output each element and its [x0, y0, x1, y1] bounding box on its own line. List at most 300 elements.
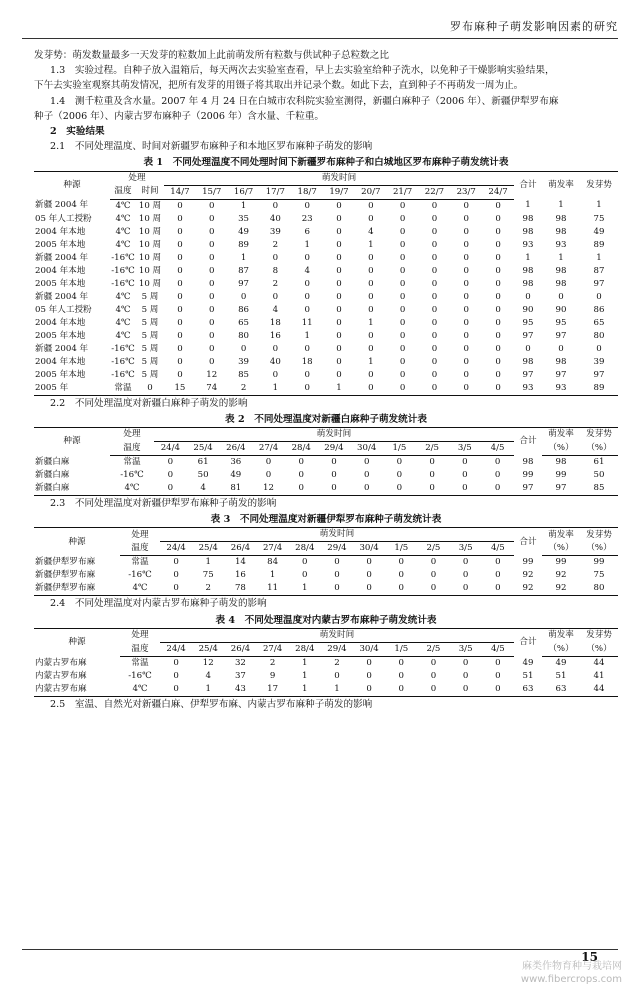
source-cell: 新疆 2004 年	[35, 291, 89, 302]
total-cell: 93	[522, 239, 534, 250]
count-cell: 0	[494, 483, 501, 494]
count-cell: 1	[302, 583, 308, 594]
count-cell: 0	[494, 470, 501, 481]
count-cell: 1	[304, 330, 310, 341]
vigor-cell: 80	[593, 330, 605, 341]
time-cell: 5 周	[141, 330, 159, 341]
count-cell: 81	[230, 483, 242, 494]
count-cell: 1	[240, 200, 247, 211]
count-cell: 18	[269, 317, 281, 328]
t2-date: 29/4	[318, 442, 351, 456]
count-cell: 0	[462, 583, 469, 594]
vigor-cell: 89	[593, 382, 605, 393]
count-cell: 0	[173, 557, 179, 568]
count-cell: 0	[399, 252, 406, 263]
count-cell: 0	[173, 683, 179, 694]
t3-date: 26/4	[224, 542, 256, 556]
rate-cell: 99	[555, 470, 567, 481]
t3-date: 24/4	[160, 542, 192, 556]
count-cell: 50	[197, 470, 209, 481]
count-cell: 0	[430, 570, 437, 581]
table-row	[34, 582, 618, 596]
count-cell: 0	[495, 356, 501, 367]
temp-cell: 4℃	[132, 683, 148, 694]
count-cell: 18	[301, 356, 313, 367]
count-cell: 0	[495, 657, 501, 668]
count-cell: 0	[495, 226, 501, 237]
total-cell: 51	[522, 670, 534, 681]
t4-header-temp: 温度	[120, 642, 160, 656]
count-cell: 0	[331, 470, 337, 481]
t3-date: 29/4	[321, 542, 353, 556]
count-cell: 0	[336, 356, 342, 367]
count-cell: 0	[463, 382, 469, 393]
count-cell: 0	[495, 252, 501, 263]
count-cell: 0	[209, 291, 215, 302]
count-cell: 0	[398, 570, 405, 581]
table-row	[34, 291, 618, 304]
time-cell: 10 周	[138, 213, 162, 224]
count-cell: 0	[209, 265, 215, 276]
count-cell: 0	[209, 317, 215, 328]
count-cell: 0	[240, 343, 247, 354]
count-cell: 0	[334, 557, 340, 568]
rate-cell: 90	[555, 304, 567, 315]
count-cell: 0	[240, 291, 247, 302]
count-cell: 0	[272, 200, 279, 211]
t2-header-treatment: 处理	[123, 429, 141, 440]
section-1-3-line-1: 1.3 实验过程。自种子放入温箱后，每天两次去实验室查看，早上去实验室给种子洗水，以免种子干燥影响实验结果，	[50, 65, 555, 77]
count-cell: 0	[431, 213, 438, 224]
t1-date: 17/7	[259, 185, 291, 199]
count-cell: 0	[368, 213, 374, 224]
count-cell: 0	[463, 213, 469, 224]
count-cell: 0	[431, 239, 438, 250]
count-cell: 0	[304, 200, 310, 211]
page-number: 15	[581, 950, 598, 964]
vigor-cell: 44	[593, 657, 605, 668]
t2-date: 25/4	[187, 442, 220, 456]
count-cell: 0	[399, 278, 406, 289]
t3-header-source: 种源	[68, 536, 86, 547]
count-cell: 0	[304, 382, 310, 393]
count-cell: 1	[304, 239, 310, 250]
count-cell: 0	[336, 291, 342, 302]
count-cell: 75	[202, 570, 214, 581]
count-cell: 0	[366, 657, 372, 668]
source-cell: 2005 年本地	[35, 369, 86, 380]
count-cell: 0	[209, 330, 215, 341]
table-row	[34, 656, 618, 670]
table-row	[34, 199, 618, 213]
time-cell: 5 周	[141, 317, 159, 328]
count-cell: 16	[269, 330, 281, 341]
t4-date: 3/5	[450, 642, 482, 656]
time-cell: 10 周	[138, 252, 162, 263]
watermark-line-2: www.fibercrops.com	[520, 974, 622, 985]
site-watermark	[521, 960, 622, 986]
rate-cell: 51	[555, 670, 567, 681]
t3-header-temp: 温度	[120, 542, 160, 556]
temp-cell: 4℃	[115, 330, 131, 341]
definition-paragraph: 发芽势：萌发数量最多一天发芽的粒数加上此前萌发所有粒数与供试种子总粒数之比	[34, 50, 389, 61]
count-cell: 0	[463, 239, 469, 250]
count-cell: 0	[366, 583, 372, 594]
vigor-cell: 1	[596, 200, 602, 211]
count-cell: 0	[336, 304, 342, 315]
t3-date: 30/4	[353, 542, 385, 556]
count-cell: 74	[206, 382, 218, 393]
t1-date: 21/7	[387, 185, 419, 199]
rate-cell: 98	[555, 457, 567, 468]
count-cell: 1	[302, 657, 308, 668]
vigor-cell: 50	[593, 470, 605, 481]
count-cell: 86	[238, 304, 250, 315]
temp-cell: 常温	[131, 557, 149, 568]
count-cell: 0	[399, 317, 406, 328]
source-cell: 新疆伊犁罗布麻	[35, 583, 96, 594]
table-4-caption: 表 4 不同处理温度对内蒙古罗布麻种子萌发统计表	[215, 614, 437, 626]
count-cell: 0	[368, 291, 374, 302]
count-cell: 0	[209, 343, 215, 354]
t3-date: 3/5	[450, 542, 482, 556]
count-cell: 0	[363, 470, 370, 481]
total-cell: 49	[522, 657, 534, 668]
source-cell: 2005 年	[35, 382, 69, 393]
rate-cell: 97	[555, 330, 567, 341]
count-cell: 0	[298, 470, 304, 481]
count-cell: 12	[263, 483, 274, 494]
count-cell: 0	[336, 252, 342, 263]
t2-date: 2/5	[416, 442, 449, 456]
count-cell: 1	[334, 683, 340, 694]
count-cell: 4	[200, 483, 206, 494]
table-row	[34, 317, 618, 330]
count-cell: 0	[334, 570, 340, 581]
temp-cell: -16℃	[111, 369, 135, 380]
watermark-line-1: 麻类作物育种与栽培网	[522, 961, 622, 972]
t4-date: 1/5	[385, 642, 417, 656]
t1-date: 22/7	[419, 185, 451, 199]
count-cell: 80	[238, 330, 250, 341]
count-cell: 0	[430, 583, 437, 594]
vigor-cell: 0	[596, 343, 602, 354]
t2-date: 1/5	[383, 442, 416, 456]
count-cell: 61	[197, 457, 209, 468]
source-cell: 2004 年本地	[35, 226, 86, 237]
count-cell: 0	[495, 570, 501, 581]
time-cell: 5 周	[141, 291, 159, 302]
count-cell: 0	[209, 226, 215, 237]
t4-date: 24/4	[160, 642, 192, 656]
t4-body	[34, 656, 618, 696]
count-cell: 0	[463, 278, 469, 289]
table-row	[34, 382, 618, 396]
time-cell: 10 周	[138, 226, 162, 237]
count-cell: 0	[177, 356, 183, 367]
count-cell: 0	[177, 369, 183, 380]
source-cell: 2005 年本地	[35, 278, 86, 289]
t1-date: 20/7	[355, 185, 387, 199]
total-cell: 99	[522, 470, 534, 481]
source-cell: 新疆 2004 年	[35, 252, 89, 263]
count-cell: 0	[495, 278, 501, 289]
t4-header-rate-unit: （%）	[542, 642, 580, 656]
total-cell: 1	[525, 252, 531, 263]
t2-date: 30/4	[350, 442, 383, 456]
count-cell: 0	[177, 291, 183, 302]
section-1-4-line-2: 种子（2006 年）、内蒙古罗布麻种子（2006 年）含水量、千粒重。	[34, 110, 324, 122]
count-cell: 0	[495, 369, 501, 380]
vigor-cell: 85	[593, 483, 605, 494]
count-cell: 0	[265, 457, 272, 468]
count-cell: 0	[209, 200, 215, 211]
count-cell: 0	[463, 356, 469, 367]
count-cell: 0	[336, 226, 342, 237]
source-cell: 05 年人工授粉	[35, 304, 92, 315]
source-cell: 新疆 2004 年	[35, 200, 89, 211]
count-cell: 0	[304, 304, 310, 315]
count-cell: 2	[272, 239, 279, 250]
count-cell: 0	[366, 683, 372, 694]
count-cell: 0	[177, 330, 183, 341]
t4-date: 30/4	[353, 642, 385, 656]
count-cell: 9	[269, 670, 276, 681]
count-cell: 0	[302, 557, 308, 568]
temp-cell: 常温	[114, 382, 132, 393]
t3-header-total: 合计	[519, 536, 537, 547]
rate-cell: 1	[558, 252, 564, 263]
count-cell: 43	[234, 683, 246, 694]
section-1-3-line-2: 下午去实验室观察其萌发情况，把所有发芽的用镊子将其取出并记录个数。如此下去，直到种子不再萌发一周为止。	[34, 80, 524, 92]
t4-date: 4/5	[482, 642, 514, 656]
count-cell: 0	[495, 670, 501, 681]
t2-date: 4/5	[481, 442, 514, 456]
count-cell: 2	[269, 657, 276, 668]
count-cell: 2	[240, 382, 247, 393]
vigor-cell: 61	[593, 457, 605, 468]
count-cell: 0	[430, 657, 437, 668]
table-row	[34, 369, 618, 382]
count-cell: 0	[430, 670, 437, 681]
count-cell: 0	[463, 304, 469, 315]
temp-cell: 4℃	[115, 226, 131, 237]
temp-cell: -16℃	[128, 670, 152, 681]
count-cell: 0	[463, 226, 469, 237]
rate-cell: 0	[558, 343, 564, 354]
t3-date: 4/5	[482, 542, 514, 556]
count-cell: 14	[234, 557, 246, 568]
count-cell: 0	[336, 239, 342, 250]
section-2-1-heading: 2.1 不同处理温度、时间对新疆罗布麻种子和本地区罗布麻种子萌发的影响	[50, 141, 373, 153]
t3-header-rate-unit: （%）	[542, 542, 580, 556]
total-cell: 92	[522, 570, 534, 581]
vigor-cell: 0	[596, 291, 602, 302]
time-cell: 10 周	[138, 239, 162, 250]
count-cell: 0	[298, 457, 304, 468]
count-cell: 0	[265, 470, 272, 481]
t4-date: 25/4	[192, 642, 224, 656]
count-cell: 1	[272, 382, 279, 393]
count-cell: 0	[336, 200, 342, 211]
count-cell: 39	[269, 226, 281, 237]
count-cell: 0	[462, 483, 468, 494]
table-row	[34, 330, 618, 343]
t4-header-rate: 萌发率	[548, 630, 574, 641]
temp-cell: -16℃	[111, 252, 135, 263]
count-cell: 0	[462, 683, 469, 694]
time-cell: 0	[147, 382, 153, 393]
table-row	[34, 569, 618, 582]
section-2-3-heading: 2.3 不同处理温度对新疆伊犁罗布麻种子萌发的影响	[50, 498, 277, 510]
rate-cell: 49	[555, 657, 567, 668]
temp-cell: 4℃	[115, 317, 131, 328]
count-cell: 0	[431, 291, 438, 302]
count-cell: 0	[304, 278, 310, 289]
source-cell: 新疆 2004 年	[35, 343, 89, 354]
count-cell: 0	[272, 252, 279, 263]
count-cell: 4	[205, 670, 211, 681]
count-cell: 0	[368, 330, 374, 341]
count-cell: 0	[396, 457, 403, 468]
count-cell: 16	[234, 570, 246, 581]
count-cell: 0	[431, 317, 438, 328]
count-cell: 0	[399, 369, 406, 380]
t2-date: 24/4	[154, 442, 187, 456]
total-cell: 97	[522, 330, 534, 341]
section-2-4-heading: 2.4 不同处理温度对内蒙古罗布麻种子萌发的影响	[50, 598, 267, 610]
rate-cell: 98	[555, 265, 567, 276]
temp-cell: 4℃	[115, 304, 131, 315]
vigor-cell: 89	[593, 239, 605, 250]
count-cell: 0	[336, 278, 342, 289]
rate-cell: 98	[555, 356, 567, 367]
count-cell: 0	[430, 557, 437, 568]
count-cell: 65	[238, 317, 250, 328]
count-cell: 0	[398, 557, 405, 568]
t3-header-rate: 萌发率	[548, 529, 574, 540]
count-cell: 39	[238, 356, 250, 367]
count-cell: 0	[494, 457, 501, 468]
count-cell: 0	[334, 670, 340, 681]
rate-cell: 93	[555, 382, 567, 393]
section-2-heading: 2 实验结果	[50, 126, 105, 138]
t1-date: 18/7	[291, 185, 323, 199]
table-row	[34, 456, 618, 470]
table-row	[34, 278, 618, 291]
count-cell: 0	[431, 382, 438, 393]
total-cell: 97	[522, 483, 534, 494]
temp-cell: 4℃	[115, 291, 131, 302]
count-cell: 0	[431, 265, 438, 276]
article-body	[34, 48, 618, 712]
count-cell: 0	[298, 483, 304, 494]
t3-header-treatment: 处理	[131, 529, 149, 540]
rate-cell: 95	[555, 317, 567, 328]
count-cell: 0	[431, 278, 438, 289]
count-cell: 0	[399, 304, 406, 315]
vigor-cell: 49	[593, 226, 605, 237]
count-cell: 0	[396, 483, 403, 494]
count-cell: 0	[495, 343, 501, 354]
count-cell: 36	[230, 457, 242, 468]
table-row	[34, 482, 618, 496]
count-cell: 0	[495, 304, 501, 315]
count-cell: 0	[173, 670, 179, 681]
total-cell: 98	[522, 456, 534, 467]
count-cell: 0	[368, 278, 374, 289]
t2-header-rate: 萌发率	[548, 429, 574, 440]
total-cell: 95	[522, 317, 534, 328]
count-cell: 0	[368, 304, 374, 315]
count-cell: 0	[167, 457, 174, 468]
count-cell: 84	[267, 557, 279, 568]
count-cell: 0	[272, 369, 279, 380]
count-cell: 0	[368, 369, 374, 380]
count-cell: 0	[368, 252, 374, 263]
t2-date: 3/5	[448, 442, 481, 456]
t1-header-treatment: 处理	[128, 172, 146, 183]
count-cell: 0	[173, 657, 179, 668]
count-cell: 1	[302, 683, 308, 694]
count-cell: 0	[366, 570, 372, 581]
rate-cell: 98	[555, 213, 567, 224]
t4-date: 29/4	[321, 642, 353, 656]
count-cell: 49	[238, 226, 250, 237]
rate-cell: 92	[555, 570, 567, 581]
t2-header-germ-time: 萌发时间	[154, 428, 514, 442]
count-cell: 0	[368, 343, 374, 354]
count-cell: 4	[304, 265, 310, 276]
t2-header-temp: 温度	[110, 442, 154, 456]
count-cell: 0	[463, 369, 469, 380]
rate-cell: 1	[558, 200, 564, 211]
t1-header-temp: 温度	[110, 185, 136, 199]
count-cell: 1	[368, 239, 374, 250]
count-cell: 4	[272, 304, 279, 315]
count-cell: 1	[205, 683, 211, 694]
t1-date: 24/7	[482, 185, 514, 199]
count-cell: 0	[331, 457, 337, 468]
count-cell: 0	[209, 252, 215, 263]
rate-cell: 98	[555, 278, 567, 289]
t2-header-rate-unit: （%）	[542, 442, 580, 456]
total-cell: 97	[522, 369, 534, 380]
temp-cell: -16℃	[111, 265, 135, 276]
count-cell: 0	[399, 213, 406, 224]
t4-date: 27/4	[257, 642, 289, 656]
source-cell: 内蒙古罗布麻	[35, 683, 87, 694]
count-cell: 0	[495, 239, 501, 250]
count-cell: 0	[462, 657, 469, 668]
t2-header-source: 种源	[63, 436, 81, 447]
t1-date: 23/7	[450, 185, 482, 199]
vigor-cell: 65	[593, 317, 605, 328]
vigor-cell: 44	[593, 683, 605, 694]
count-cell: 0	[336, 369, 342, 380]
count-cell: 0	[177, 317, 183, 328]
time-cell: 10 周	[138, 200, 162, 211]
table-row	[34, 469, 618, 482]
total-cell: 98	[522, 213, 534, 224]
vigor-cell: 39	[593, 356, 605, 367]
count-cell: 0	[209, 278, 215, 289]
t4-date: 26/4	[224, 642, 256, 656]
count-cell: 0	[462, 670, 469, 681]
temp-cell: -16℃	[111, 278, 135, 289]
total-cell: 99	[522, 557, 534, 568]
t1-header-vigor: 发芽势	[586, 179, 612, 190]
